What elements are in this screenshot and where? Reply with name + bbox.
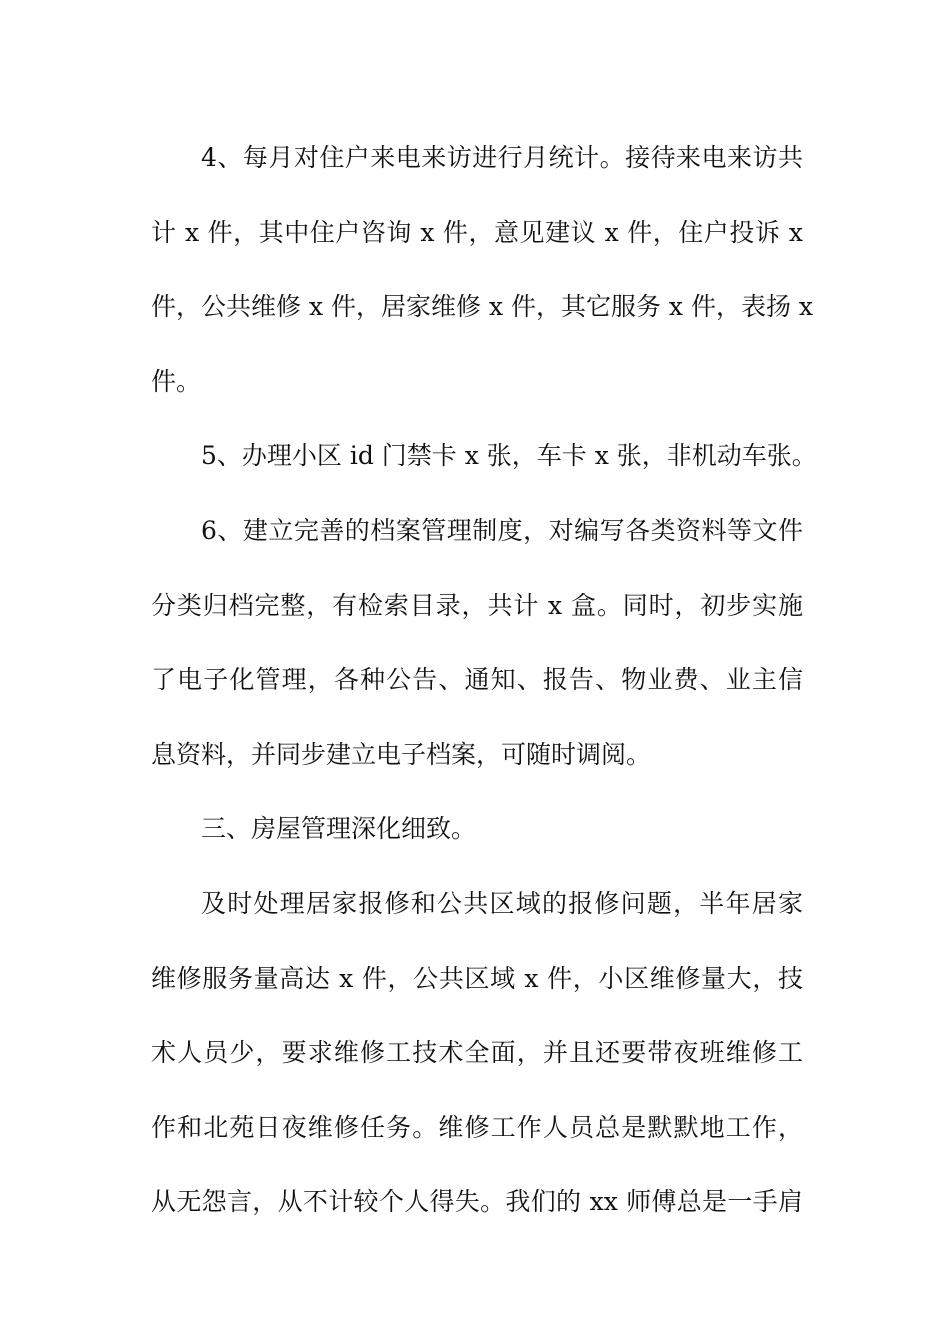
text-line: 件。 [151,366,202,396]
text-line: 5、办理小区 id 门禁卡 x 张，车卡 x 张，非机动车张。 [201,441,817,471]
section-heading: 三、房屋管理深化细致。 [201,814,477,844]
text-line: 从无怨言，从不计较个人得失。我们的 xx 师傅总是一手肩 [151,1187,803,1217]
text-line: 计 x 件，其中住户咨询 x 件，意见建议 x 件，住户投诉 x [151,217,803,247]
text-line: 维修服务量高达 x 件，公共区域 x 件，小区维修量大，技 [151,963,803,993]
document-body [151,128,817,1247]
text-line: 件，公共维修 x 件，居家维修 x 件，其它服务 x 件，表扬 x [151,292,814,322]
text-line: 息资料，并同步建立电子档案，可随时调阅。 [151,739,652,769]
text-line: 了电子化管理，各种公告、通知、报告、物业费、业主信 [151,665,803,695]
text-line: 术人员少，要求维修工技术全面，并且还要带夜班维修工 [151,1038,803,1068]
text-line: 及时处理居家报修和公共区域的报修问题，半年居家 [201,888,803,918]
text-line: 6、建立完善的档案管理制度，对编写各类资料等文件 [201,515,803,545]
text-line: 分类归档完整，有检索目录，共计 x 盒。同时，初步实施 [151,590,803,620]
text-line: 作和北苑日夜维修任务。维修工作人员总是默默地工作， [151,1112,803,1142]
text-line: 4、每月对住户来电来访进行月统计。接待来电来访共 [201,143,803,172]
